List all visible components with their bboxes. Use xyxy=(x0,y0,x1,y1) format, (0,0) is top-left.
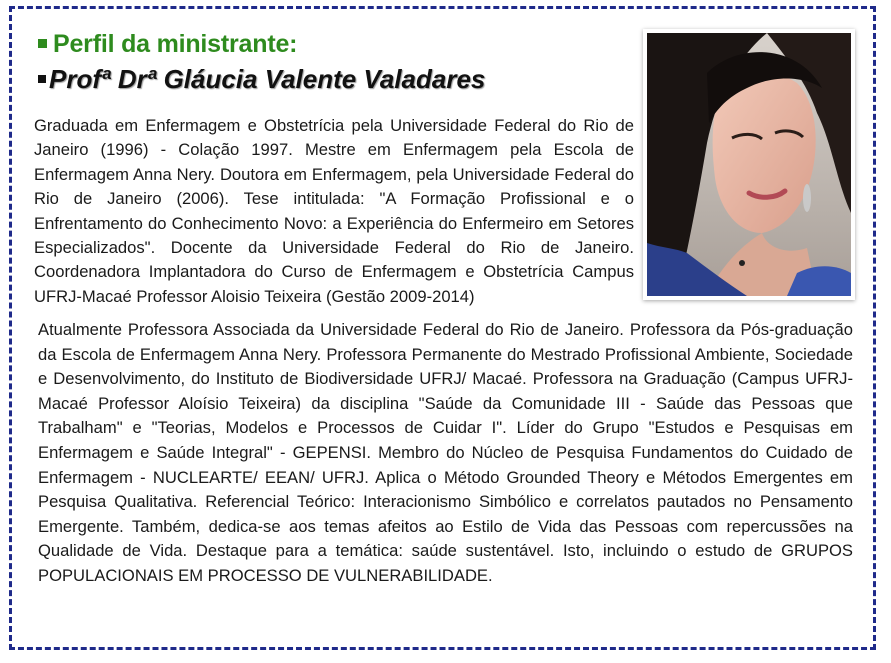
profile-photo-image xyxy=(647,33,851,296)
square-bullet-icon xyxy=(38,39,47,48)
presenter-name xyxy=(38,64,485,95)
section-title-text: Perfil da ministrante: xyxy=(53,30,298,58)
square-bullet-icon xyxy=(38,75,46,83)
section-title xyxy=(38,30,297,59)
presenter-name-text: Profª Drª Gláucia Valente Valadares xyxy=(49,64,486,94)
profile-photo xyxy=(643,29,855,300)
bio-paragraph-2: Atualmente Professora Associada da Universidade Federal do Rio de Janeiro. Professora da Pós-graduação da Escola de Enfermagem Anna Nery. Professora Permanente do Mestrado Profissional Ambiente, Sociedade e Desenvolvimento, do Instituto de Biodiversidade UFRJ/ Macaé. Professora na Graduação (Campus UFRJ-Macaé Professor Aloísio Teixeira) da disciplina "Saúde da Comunidade III - Saúde das Pessoas que Trabalham" e "Teorias, Modelos e Processos de Cuidar I". Líder do Grupo "Estudos e Pesquisas em Enfermagem e Saúde Integral" - GEPENSI. Membro do Núcleo de Pesquisa Fundamentos do Cuidado de Enfermagem - NUCLEARTE/ EEAN/ UFRJ. Aplica o Método Grounded Theory e Métodos Emergentes em Pesquisa Qualitativa. Referencial Teórico: Interacionismo Simbólico e correlatos pautados no Pensamento Emergente. Também, dedica-se aos temas afeitos ao Estilo de Vida das Pessoas com repercussões na Qualidade de Vida. Destaque para a temática: saúde sustentável. Isto, incluindo o estudo de GRUPOS POPULACIONAIS EM PROCESSO DE VULNERABILIDADE. xyxy=(38,320,853,585)
bio-paragraph-1: Graduada em Enfermagem e Obstetrícia pela Universidade Federal do Rio de Janeiro (1996) - Colação 1997. Mestre em Enfermagem pela Escola de Enfermagem Anna Nery. Doutora em Enfermagem, pela Universidade Federal do Rio de Janeiro (2006). Tese intitulada: "A Formação Profissional e o Enfrentamento do Conhecimento Novo: a Experiência do Enfermeiro em Setores Especializados". Docente da Universidade Federal do Rio de Janeiro. Coordenadora Implantadora do Curso de Enfermagem e Obstetrícia Campus UFRJ-Macaé Professor Aloisio Teixeira (Gestão 2009-2014) xyxy=(34,116,634,306)
